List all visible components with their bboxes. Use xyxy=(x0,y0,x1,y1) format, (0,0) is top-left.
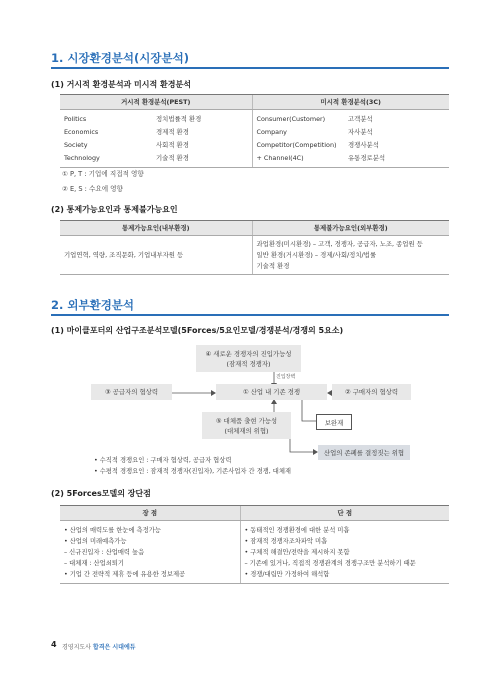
table-cell: Consumer(Customer) xyxy=(252,110,344,127)
table-cell: 기업연혁, 역량, 조직문화, 기업내부자원 등 xyxy=(60,236,252,275)
cons-line: • 동태적인 경쟁환경에 대한 분석 미흡 xyxy=(244,527,350,534)
pros-line: • 기업 간 전략적 제휴 등에 유용한 정보제공 xyxy=(64,571,186,578)
table-cell: + Channel(4C) xyxy=(252,152,344,168)
force-substitutes xyxy=(202,412,291,439)
table-cell: Company xyxy=(252,126,344,139)
complement-box: 보완재 xyxy=(316,414,352,430)
footer-book-title xyxy=(62,642,136,651)
bullet-line: • 수평적 경쟁요인 : 잠재적 경쟁자(진입자), 기존사업자 간 경쟁, 대체재 xyxy=(94,468,292,475)
table-header: 장 점 xyxy=(60,506,240,521)
section-title-market-analysis: 1. 시장환경분석(시장분석) xyxy=(51,51,189,65)
note-line: ② E, S : 수요에 영향 xyxy=(62,185,123,193)
table-cell: 기술적 환경 xyxy=(152,152,252,168)
subsection-title-control-factors: (2) 통제가능요인과 통제불가능요인 xyxy=(51,205,178,214)
footer-brand: 합격은 시대에듀 xyxy=(92,644,136,651)
force-industry-rivalry: ① 산업 내 기존 경쟁 xyxy=(216,384,327,400)
entry-barrier-label: 진입장벽 xyxy=(276,374,296,380)
pros-line: • 산업의 미래예측가능 xyxy=(64,538,127,545)
pros-line: • 산업의 매력도를 한눈에 측정가능 xyxy=(64,527,161,534)
table-header: 미시적 환경분석(3C) xyxy=(252,95,449,110)
table-cell: Economics xyxy=(64,128,99,136)
external-factor-line: 과업환경(미시환경) – 고객, 경쟁자, 공급자, 노조, 종업원 등 xyxy=(256,240,423,248)
decisive-threat-box: 산업의 존폐를 결정짓는 위협 xyxy=(318,445,410,460)
force-buyer-power: ② 구매자의 협상력 xyxy=(332,384,411,400)
external-factor-line: 기술적 환경 xyxy=(256,262,290,270)
force-sublabel: (대체재의 위협) xyxy=(224,426,269,435)
competition-factors xyxy=(94,455,291,477)
cons-cell xyxy=(240,521,449,584)
force-label: ④ 새로운 경쟁자의 진입가능성 xyxy=(205,349,292,358)
pros-cons-table xyxy=(60,505,449,584)
pros-line: – 대체재 : 산업쇠퇴기 xyxy=(64,560,124,567)
cons-line: • 구체적 해결안/전략을 제시하지 못함 xyxy=(244,549,350,556)
table-cell: 고객분석 xyxy=(348,115,373,123)
table-cell: 경제적 환경 xyxy=(156,128,189,136)
table-cell: Politics xyxy=(64,115,87,123)
table-header: 거시적 환경분석(PEST) xyxy=(60,95,252,110)
table-header: 통제가능요인(내부환경) xyxy=(60,221,252,236)
force-sublabel: (잠재적 경쟁자) xyxy=(226,359,271,368)
table-cell: Technology xyxy=(60,152,152,168)
cons-line: • 잠재적 경쟁자조차파악 미흡 xyxy=(244,538,328,545)
pros-line: – 신규진입자 : 산업매력 높음 xyxy=(64,549,145,556)
page-number: 4 xyxy=(51,640,57,649)
table-cell: 경쟁사분석 xyxy=(348,141,379,149)
note-line: ① P, T : 기업에 직접적 영향 xyxy=(62,170,144,178)
subsection-title-pros-cons: (2) 5Forces모델의 장단점 xyxy=(51,489,151,498)
subsection-title-macro-micro: (1) 거시적 환경분석과 미시적 환경분석 xyxy=(51,80,191,89)
bullet-line: • 수직적 경쟁요인 : 구매자 협상력, 공급자 협상력 xyxy=(94,457,232,464)
table-cell: 유통경로분석 xyxy=(344,152,449,168)
footer-book: 경영지도사 xyxy=(62,644,91,651)
section-title-external-analysis: 2. 외부환경분석 xyxy=(51,298,135,312)
table-header: 통제불가능요인(외부환경) xyxy=(252,221,449,236)
table-cell: 사회적 환경 xyxy=(156,141,189,149)
table-cell: Competitor(Competition) xyxy=(252,139,344,152)
force-new-entrants xyxy=(196,345,301,372)
subsection-title-five-forces: (1) 마이클포터의 산업구조분석모델(5Forces/5요인모델/경쟁분석/경쟁의 5요소) xyxy=(51,326,344,335)
pros-cell xyxy=(60,521,240,584)
cons-line: • 경쟁/대립만 가정하여 해석함 xyxy=(244,571,330,578)
table-cell: Society xyxy=(64,141,88,149)
table-header: 단 점 xyxy=(240,506,449,521)
cons-line: – 기존에 있거나, 직접적 경쟁관계의 경쟁구조만 분석하기 때문 xyxy=(244,560,416,567)
table-cell: 정치법률적 환경 xyxy=(156,115,202,123)
force-label: ⑤ 대체품 출현 가능성 xyxy=(215,416,278,425)
table-cell: 자사분석 xyxy=(348,128,373,136)
external-factor-line: 일반 환경(거시환경) – 경제/사회/정치/법률 xyxy=(256,251,377,259)
force-supplier-power: ③ 공급자의 협상력 xyxy=(91,384,172,400)
